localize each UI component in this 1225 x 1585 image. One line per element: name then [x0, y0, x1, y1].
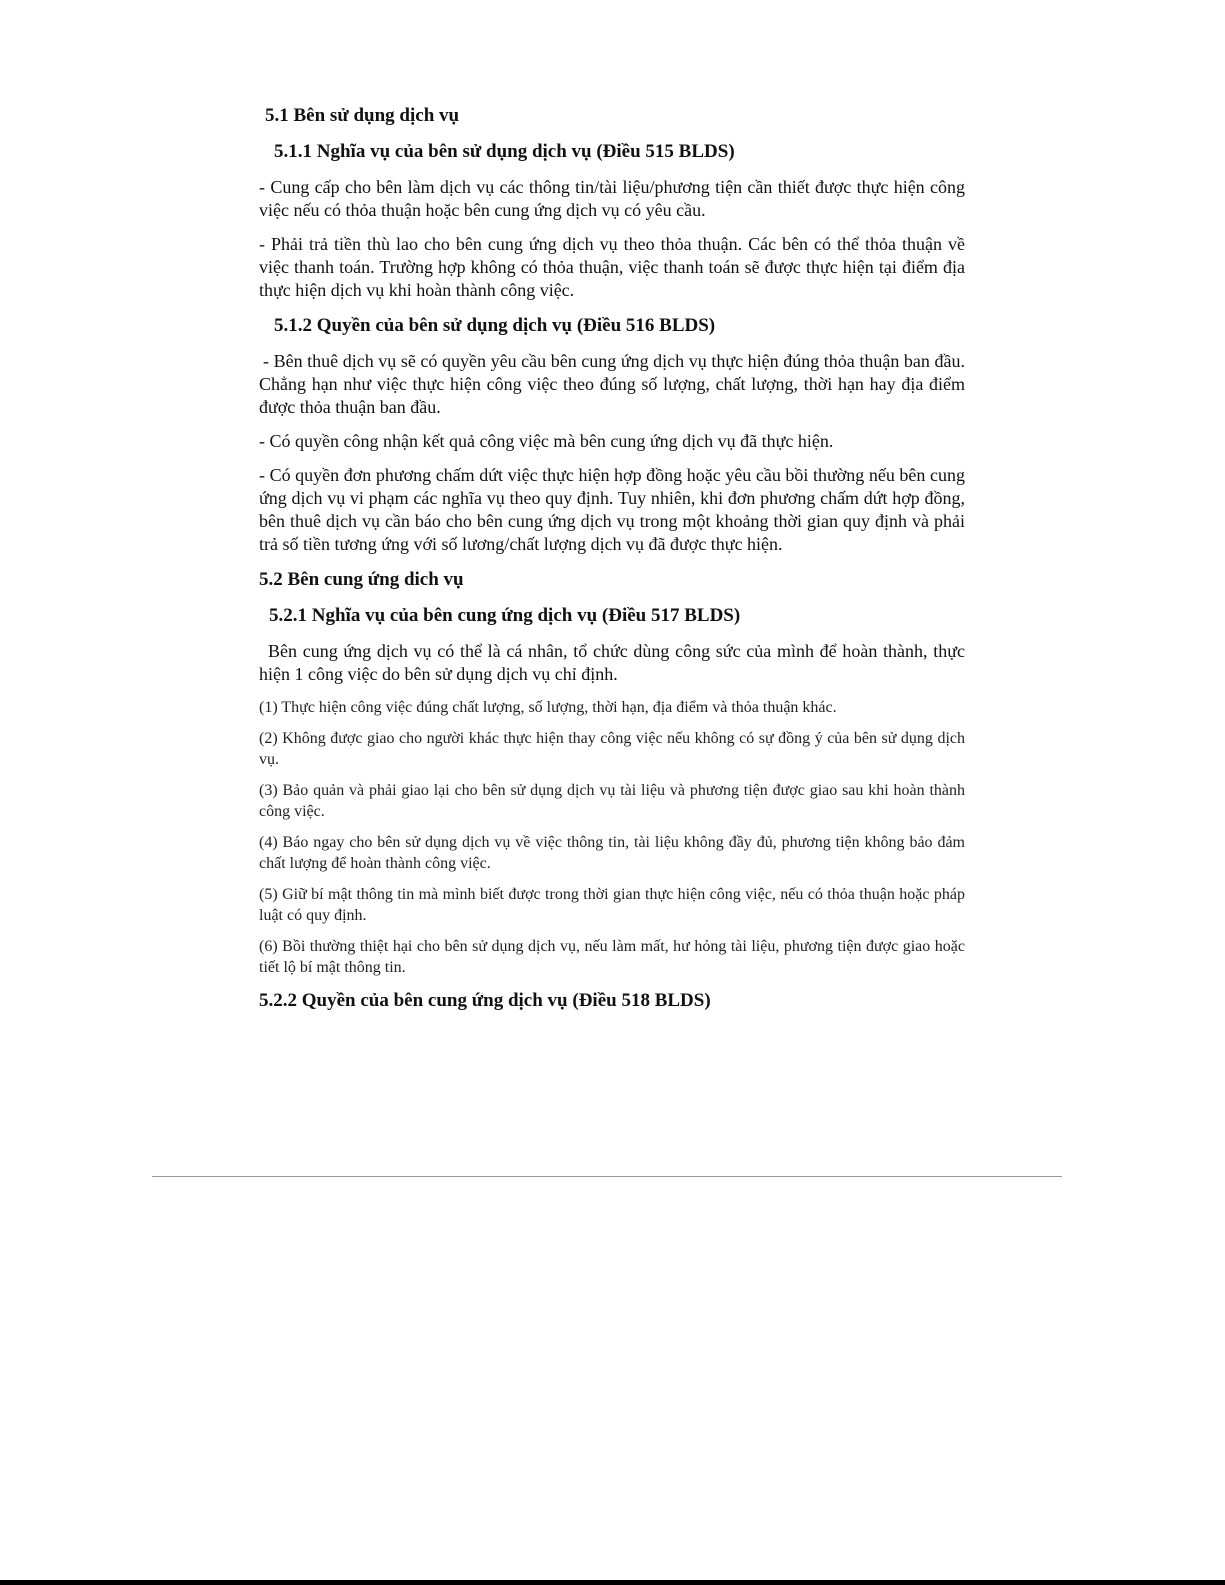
section-heading-5-1: 5.1 Bên sử dụng dịch vụ: [265, 105, 460, 126]
paragraph: Bên cung ứng dịch vụ có thể là cá nhân, tổ chức dùng công sức của mình để hoàn thành, thực hiện 1 công việc do bên sử dụng dịch vụ chỉ định.: [259, 641, 965, 684]
section-heading-5-1-1: 5.1.1 Nghĩa vụ của bên sử dụng dịch vụ (Điều 515 BLDS): [274, 141, 735, 162]
page-divider: [152, 1176, 1062, 1177]
list-item: (1) Thực hiện công việc đúng chất lượng, số lượng, thời hạn, địa điểm và thỏa thuận khác.: [259, 699, 837, 716]
list-item: (3) Bảo quản và phải giao lại cho bên sử dụng dịch vụ tài liệu và phương tiện được giao sau khi hoàn thành công việc.: [259, 782, 965, 820]
paragraph: - Phải trả tiền thù lao cho bên cung ứng dịch vụ theo thỏa thuận. Các bên có thể thỏa thuận về việc thanh toán. Trường hợp không có thỏa thuận, việc thanh toán sẽ được thực hiện tại điểm địa thực hiện dịch vụ khi hoàn thành công việc.: [259, 234, 965, 300]
document-body: [259, 103, 965, 1014]
list-item: (4) Báo ngay cho bên sử dụng dịch vụ về việc thông tin, tài liệu không đầy đủ, phương tiện không bảo đảm chất lượng để hoàn thành công việc.: [259, 834, 965, 872]
page-bottom-edge: [0, 1580, 1225, 1585]
section-heading-5-1-2: 5.1.2 Quyền của bên sử dụng dịch vụ (Điều 516 BLDS): [274, 315, 716, 336]
section-heading-5-2: 5.2 Bên cung ứng dich vụ: [259, 569, 464, 590]
paragraph: - Có quyền công nhận kết quả công việc mà bên cung ứng dịch vụ đã thực hiện.: [259, 431, 834, 451]
list-item: (5) Giữ bí mật thông tin mà mình biết được trong thời gian thực hiện công việc, nếu có thỏa thuận hoặc pháp luật có quy định.: [259, 886, 965, 924]
list-item: (2) Không được giao cho người khác thực hiện thay công việc nếu không có sự đồng ý của bên sử dụng dịch vụ.: [259, 730, 965, 768]
section-heading-5-2-1: 5.2.1 Nghĩa vụ của bên cung ứng dịch vụ (Điều 517 BLDS): [269, 605, 741, 626]
paragraph: - Có quyền đơn phương chấm dứt việc thực hiện hợp đồng hoặc yêu cầu bồi thường nếu bên cung ứng dịch vụ vi phạm các nghĩa vụ theo quy định. Tuy nhiên, khi đơn phương chấm dứt hợp đồng, bên thuê dịch vụ cần báo cho bên cung ứng dịch vụ trong một khoảng thời gian quy định và phải trả số tiền tương ứng với số lương/chất lượng dịch vụ đã được thực hiện.: [259, 465, 965, 554]
paragraph: - Cung cấp cho bên làm dịch vụ các thông tin/tài liệu/phương tiện cần thiết được thực hiện công việc nếu có thỏa thuận hoặc bên cung ứng dịch vụ có yêu cầu.: [259, 177, 965, 220]
list-item: (6) Bồi thường thiệt hại cho bên sử dụng dịch vụ, nếu làm mất, hư hỏng tài liệu, phương tiện được giao hoặc tiết lộ bí mật thông tin.: [259, 938, 965, 976]
paragraph: - Bên thuê dịch vụ sẽ có quyền yêu cầu bên cung ứng dịch vụ thực hiện đúng thỏa thuận ban đầu. Chẳng hạn như việc thực hiện công việc theo đúng số lượng, chất lượng, thời hạn hay địa điểm được thỏa thuận ban đầu.: [259, 351, 965, 417]
section-heading-5-2-2: 5.2.2 Quyền của bên cung ứng dịch vụ (Điều 518 BLDS): [259, 990, 711, 1011]
